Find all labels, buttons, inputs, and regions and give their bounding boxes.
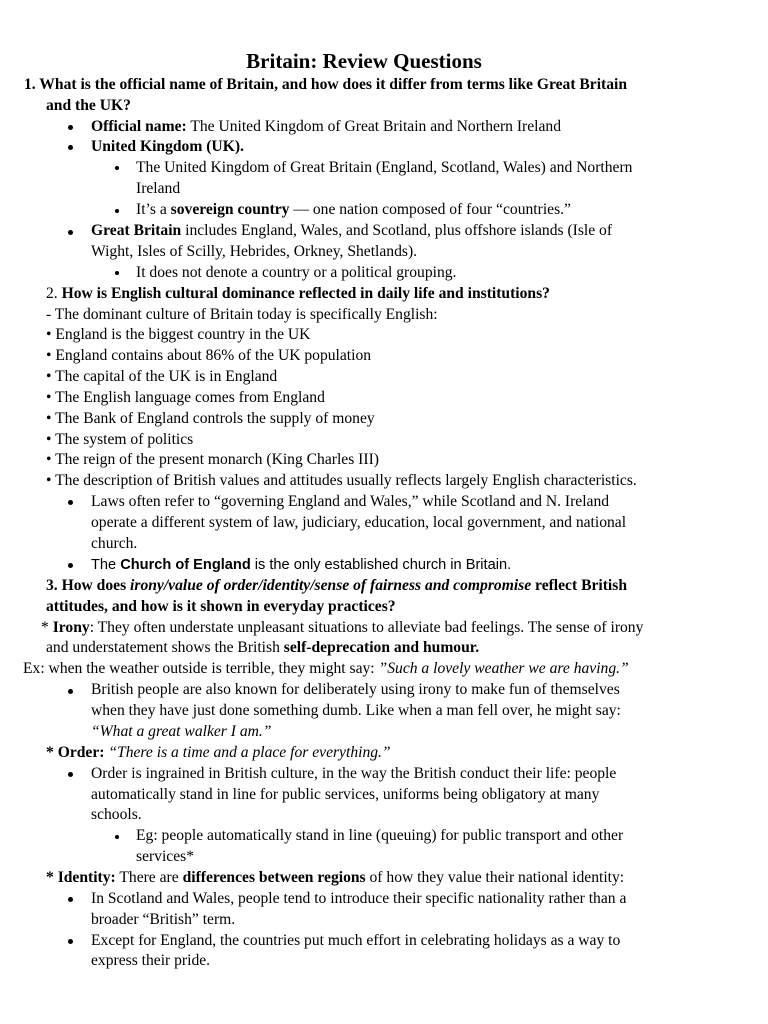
q2-laws-line2: operate a different system of law, judiciary, education, local government, and national — [91, 514, 627, 531]
list-item: • The system of politics — [46, 431, 194, 448]
q1-heading-line1: 1. What is the official name of Britain, and how does it differ from terms like Great Britain — [24, 76, 628, 93]
bullet-icon — [68, 230, 73, 235]
q3-identity-b2-line2: express their pride. — [91, 952, 211, 969]
q3-order-b1-line2: automatically stand in line for public services, uniforms being obligatory at many — [91, 786, 600, 803]
page-title: Britain: Review Questions — [246, 49, 482, 73]
bullet-icon — [68, 897, 73, 902]
q3-order-sub1-line2: services* — [136, 848, 195, 865]
q1-gb-line1: Great Britain includes England, Wales, and Scotland, plus offshore islands (Isle of — [91, 222, 613, 239]
bullet-icon — [68, 500, 73, 505]
q3-example: Ex: when the weather outside is terrible, they might say: ”Such a lovely weather we are having.” — [23, 660, 629, 677]
q3-order-heading: * Order: “There is a time and a place for everything.” — [46, 744, 391, 761]
list-item: • England contains about 86% of the UK population — [46, 347, 372, 364]
q2-laws-line1: Laws often refer to “governing England and Wales,” while Scotland and N. Ireland — [91, 493, 610, 510]
q3-irony-line1: * Irony: They often understate unpleasant situations to alleviate bad feelings. The sense of irony — [41, 619, 644, 636]
q1-official-name: Official name: The United Kingdom of Great Britain and Northern Ireland — [91, 118, 561, 135]
q3-identity-heading: * Identity: There are differences between regions of how they value their national identity: — [46, 869, 625, 886]
q1-gb-sub1: It does not denote a country or a political grouping. — [136, 264, 457, 281]
q3-irony-line2: and understatement shows the British self-deprecation and humour. — [46, 639, 480, 656]
q1-uk-sub1-line1: The United Kingdom of Great Britain (England, Scotland, Wales) and Northern — [136, 159, 633, 176]
bullet-icon — [68, 125, 73, 130]
q3-identity-b2-line1: Except for England, the countries put much effort in celebrating holidays as a way to — [91, 932, 621, 949]
q3-identity-b1-line2: broader “British” term. — [91, 911, 236, 928]
q1-gb-line2: Wight, Isles of Scilly, Hebrides, Orkney, Shetlands). — [91, 243, 418, 260]
q2-church: The Church of England is the only established church in Britain. — [91, 557, 512, 573]
q1-uk-sub1-line2: Ireland — [136, 180, 181, 197]
q3-order-sub1-line1: Eg: people automatically stand in line (queuing) for public transport and other — [136, 827, 624, 844]
q3-irony-b1-line1: British people are also known for deliberately using irony to make fun of themselves — [91, 681, 620, 698]
bullet-icon — [115, 271, 119, 275]
q3-identity-b1-line1: In Scotland and Wales, people tend to introduce their specific nationality rather than a — [91, 890, 627, 907]
q1-uk-sub2: It’s a sovereign country — one nation composed of four “countries.” — [136, 201, 571, 218]
q3-heading-line1: 3. How does irony/value of order/identity/sense of fairness and compromise reflect British — [46, 577, 627, 594]
list-item: • The capital of the UK is in England — [46, 368, 278, 385]
list-item: • The reign of the present monarch (King Charles III) — [46, 451, 379, 468]
q2-intro: - The dominant culture of Britain today is specifically English: — [46, 306, 438, 323]
bullet-icon — [68, 772, 73, 777]
q2-laws-line3: church. — [91, 535, 138, 552]
q1-heading-line2: and the UK? — [46, 97, 131, 114]
bullet-icon — [68, 563, 73, 568]
bullet-icon — [115, 209, 119, 213]
list-item: • The Bank of England controls the supply of money — [46, 410, 375, 427]
bullet-icon — [68, 939, 73, 944]
bullet-icon — [68, 145, 73, 150]
q2-heading: 2. How is English cultural dominance reflected in daily life and institutions? — [46, 285, 550, 302]
bullet-icon — [115, 166, 119, 170]
bullet-icon — [115, 835, 119, 839]
q3-heading-line2: attitudes, and how is it shown in everyday practices? — [46, 598, 396, 615]
q3-order-b1-line3: schools. — [91, 806, 142, 823]
q3-order-b1-line1: Order is ingrained in British culture, in the way the British conduct their life: people — [91, 765, 617, 782]
q1-uk-label: United Kingdom (UK). — [91, 138, 244, 155]
bullet-icon — [68, 689, 73, 694]
q3-irony-b1-quote: “What a great walker I am.” — [91, 723, 272, 740]
q3-irony-b1-line2: when they have just done something dumb. Like when a man fell over, he might say: — [91, 702, 621, 719]
list-item: • The description of British values and attitudes usually reflects largely English characteristics. — [46, 472, 637, 489]
list-item: • England is the biggest country in the UK — [46, 326, 311, 343]
list-item: • The English language comes from England — [46, 389, 325, 406]
